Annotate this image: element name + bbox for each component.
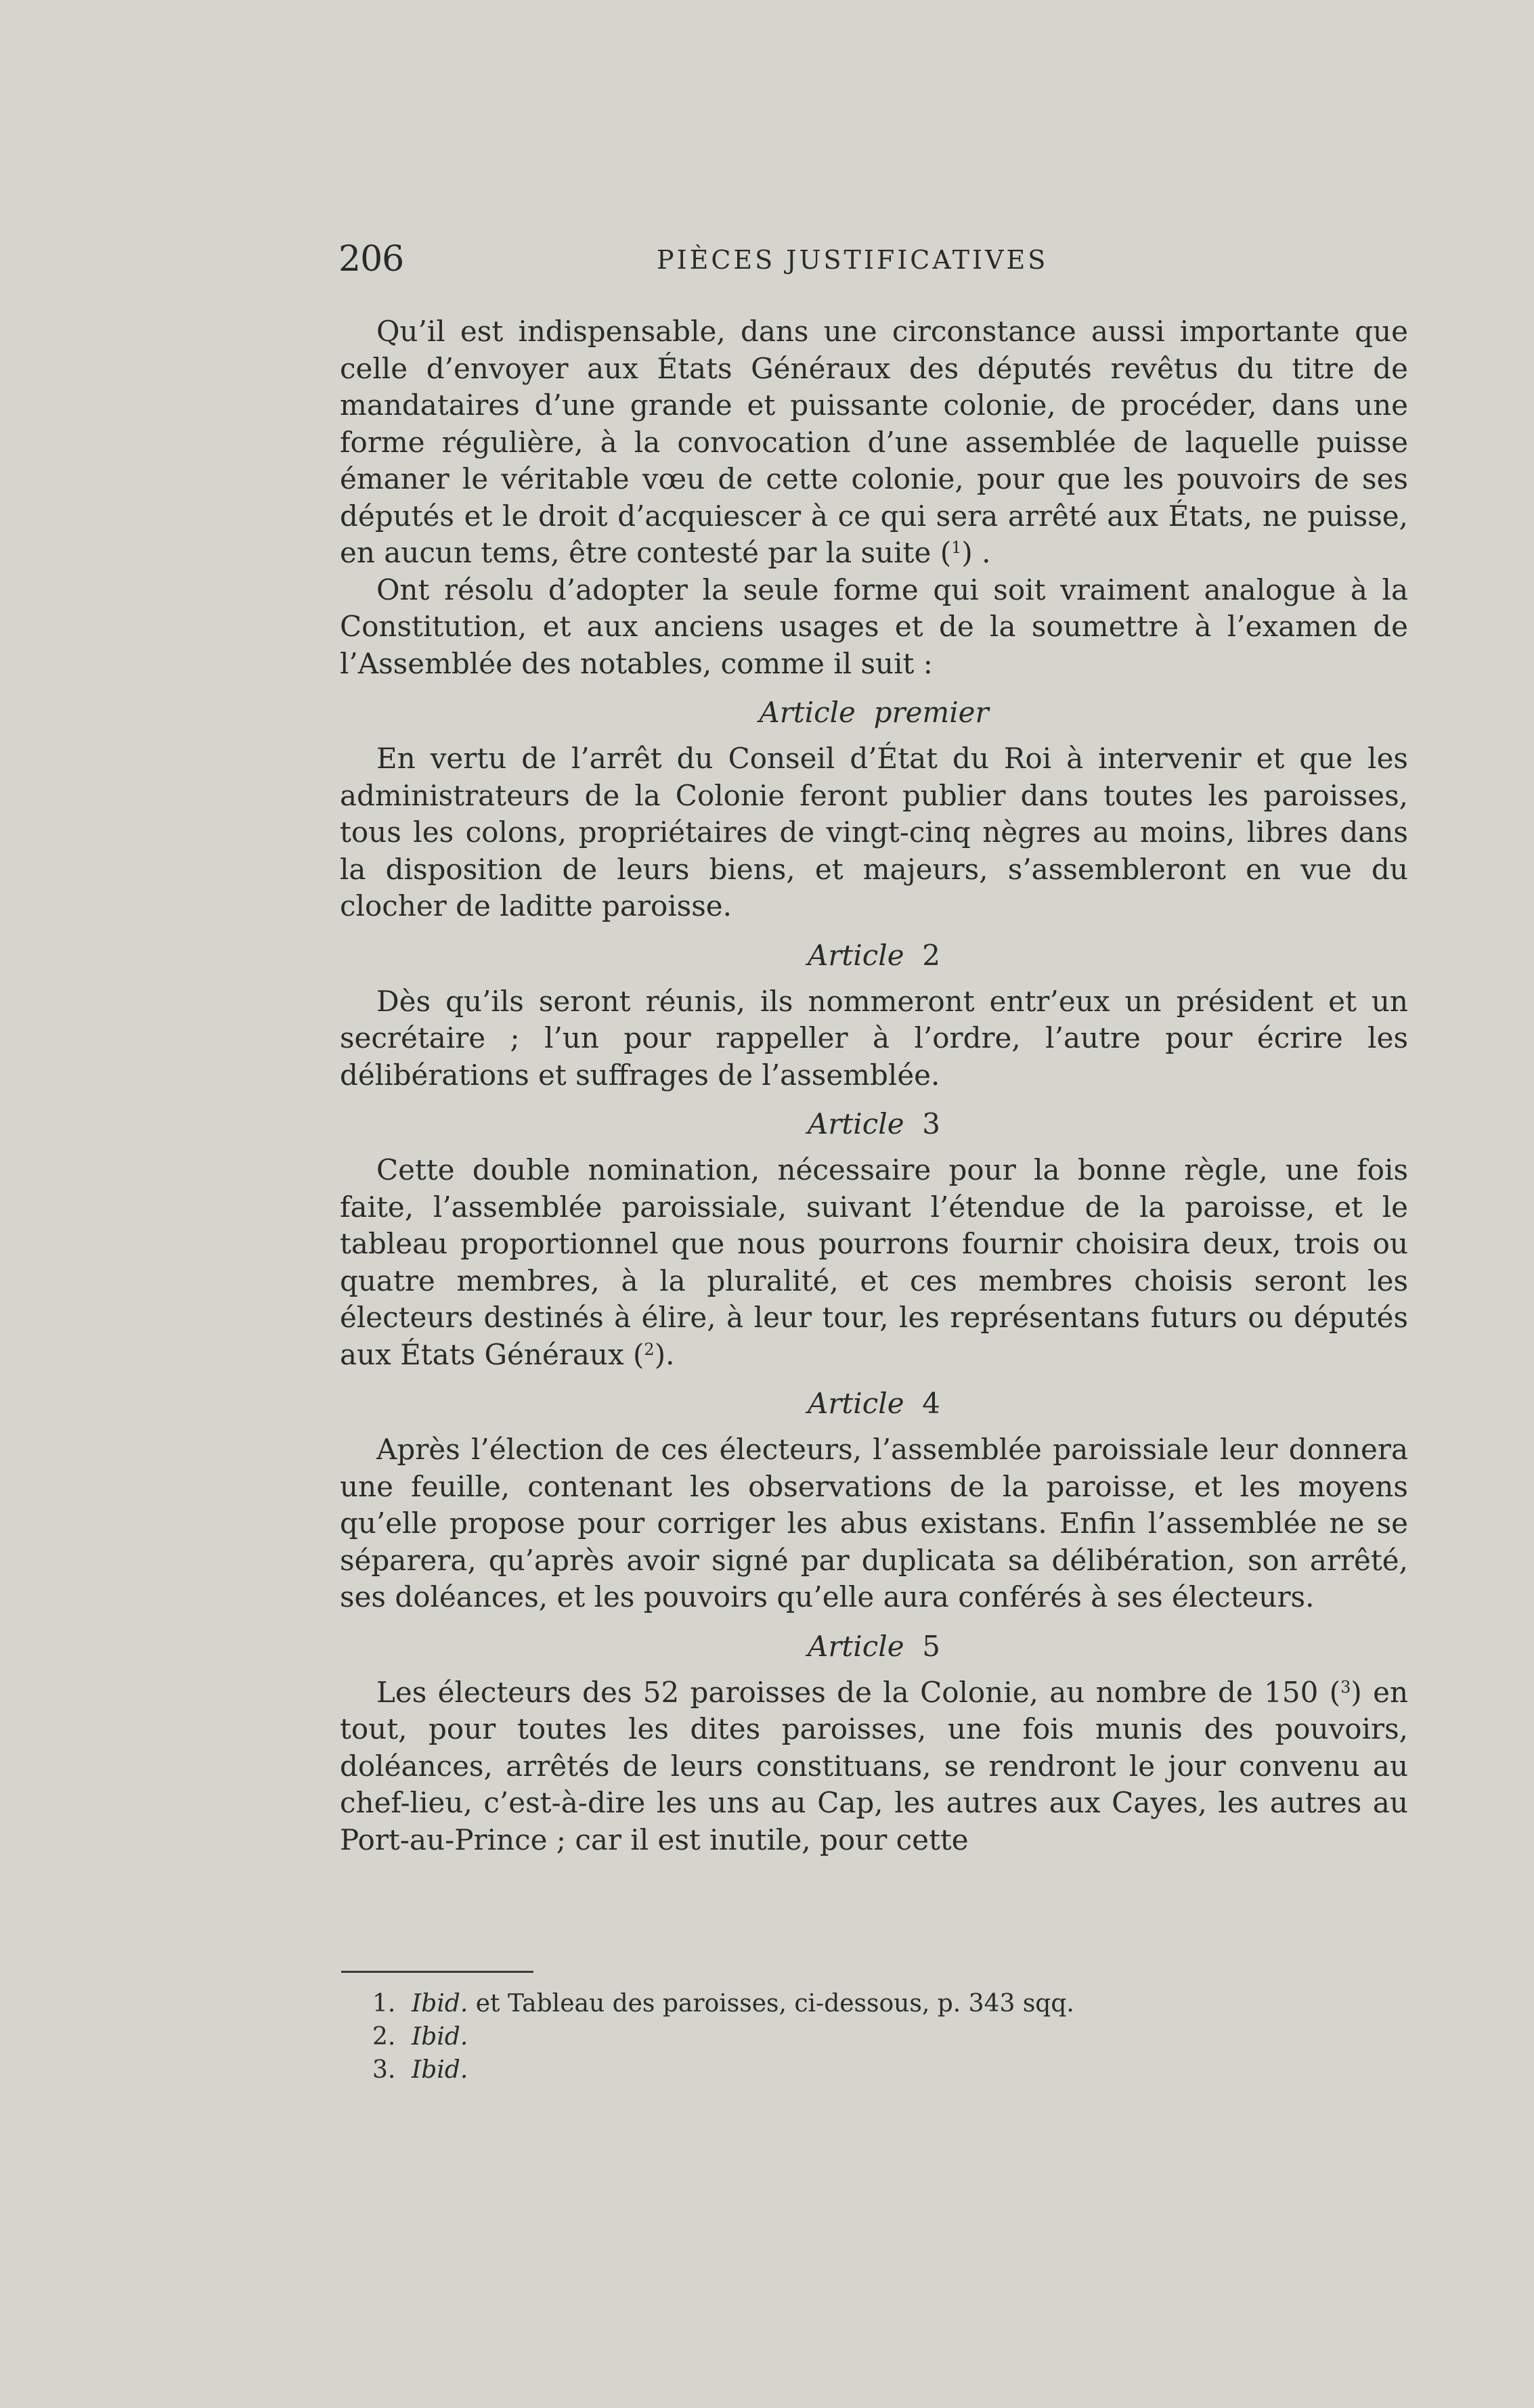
article-heading-3	[340, 1103, 1408, 1145]
footnote-ibid: Ibid.	[412, 2056, 468, 2084]
footnote-number: 3.	[372, 2056, 396, 2084]
footnote-text: et Tableau des paroisses, ci-dessous, p. 343 sqq.	[475, 1990, 1074, 2017]
article-text: en tout, pour toutes les dites paroisses, une fois munis des pouvoirs, doléances, arrêtés de leurs constituans, se rendront le jour convenu au chef-lieu, c’est-à-dire les uns au Cap, les autres aux Cayes, les autres au Port-au-Prince ; car il est inutile, pour cette	[340, 1675, 1408, 1856]
article-heading-4	[340, 1383, 1408, 1425]
footnote-number: 2.	[372, 2023, 396, 2051]
paragraph-text: Qu’il est indispensable, dans une circonstance aussi importante que celle d’envoyer aux États Généraux des députés revêtus du titre de mandataires d’une grande et puissante colonie, de procéder, dans une forme régulière, à la convocation d’une assemblée de laquelle puisse émaner le véritable vœu de cette colonie, pour que les pouvoirs de ses députés et le droit d’acquiescer à ce qui sera arrêté aux États, ne puisse, en aucun tems, être contesté par la suite	[340, 315, 1408, 569]
footnote-number: 1.	[372, 1990, 396, 2017]
running-title: PIÈCES JUSTIFICATIVES	[657, 245, 1049, 275]
article-text-1: En vertu de l’arrêt du Conseil d’État du Roi à intervenir et que les administrateurs de la Colonie feront publier dans toutes les paroisses, tous les colons, propriétaires de vingt-cinq nègres au moins, libres dans la disposition de leurs biens, et majeurs, s’assembleront en vue du clocher de laditte paroisse.	[340, 742, 1408, 922]
footnote-2	[372, 2020, 1320, 2053]
article-number: premier	[873, 696, 989, 729]
article-label: Article	[808, 1387, 904, 1420]
article-label: Article	[808, 1629, 904, 1663]
article-text-4: Après l’élection de ces électeurs, l’assemblée paroissiale leur donnera une feuille, contenant les observations de la paroisse, et les moyens qu’elle propose pour corriger les abus existans. Enfin l’assemblée ne se séparera, qu’après avoir signé par duplicata sa délibération, son arrêté, ses doléances, et les pouvoirs qu’elle aura conférés à ses électeurs.	[340, 1433, 1408, 1613]
article-end: .	[665, 1337, 675, 1371]
footnote-3	[372, 2053, 1320, 2087]
article-text-3	[340, 1152, 1408, 1373]
footnote-ref-1: ($^1$)	[940, 536, 973, 569]
article-label: Article	[759, 696, 856, 729]
footnote-1	[372, 1987, 1320, 2020]
article-heading-2	[340, 935, 1408, 977]
article-heading-5	[340, 1626, 1408, 1668]
article-text: Cette double nomination, nécessaire pour la bonne règle, une fois faite, l’assemblée paroissiale, suivant l’étendue de la paroisse, et le tableau proportionnel que nous pourrons fournir choisira deux, trois ou quatre membres, à la pluralité, et ces membres choisis seront les électeurs destinés à élire, à leur tour, les représentans futurs ou députés aux États Généraux	[340, 1153, 1408, 1371]
article-number: 4	[922, 1387, 940, 1420]
page-number: 206	[338, 239, 404, 280]
footnote-ibid: Ibid.	[412, 1990, 468, 2017]
main-text	[340, 313, 1408, 1858]
footnote-ref-3: ($^3$)	[1329, 1675, 1362, 1709]
article-text-5	[340, 1674, 1408, 1859]
footnotes	[372, 1987, 1320, 2087]
footnote-divider	[341, 1971, 533, 1973]
article-label: Article	[808, 938, 904, 972]
footnote-ibid: Ibid.	[412, 2023, 468, 2051]
article-text: Les électeurs des 52 paroisses de la Colonie, au nombre de 150	[376, 1675, 1319, 1709]
paragraph-end: .	[982, 536, 991, 569]
article-number: 3	[922, 1107, 940, 1140]
page-header	[338, 236, 1408, 283]
article-label: Article	[808, 1107, 904, 1140]
footnote-ref-2: ($^2$)	[633, 1337, 666, 1371]
article-text-2: Dès qu’ils seront réunis, ils nommeront entr’eux un président et un secrétaire ; l’un pour rappeller à l’ordre, l’autre pour écrire les délibérations et suffrages de l’assemblée.	[340, 984, 1408, 1092]
paragraph-intro	[340, 313, 1408, 572]
paragraph-resolution: Ont résolu d’adopter la seule forme qui soit vraiment analogue à la Constitution, et aux anciens usages et de la soumettre à l’examen de l’Assemblée des notables, comme il suit :	[340, 573, 1408, 680]
article-heading-1	[340, 692, 1408, 734]
article-number: 2	[922, 938, 940, 972]
article-number: 5	[922, 1629, 940, 1663]
